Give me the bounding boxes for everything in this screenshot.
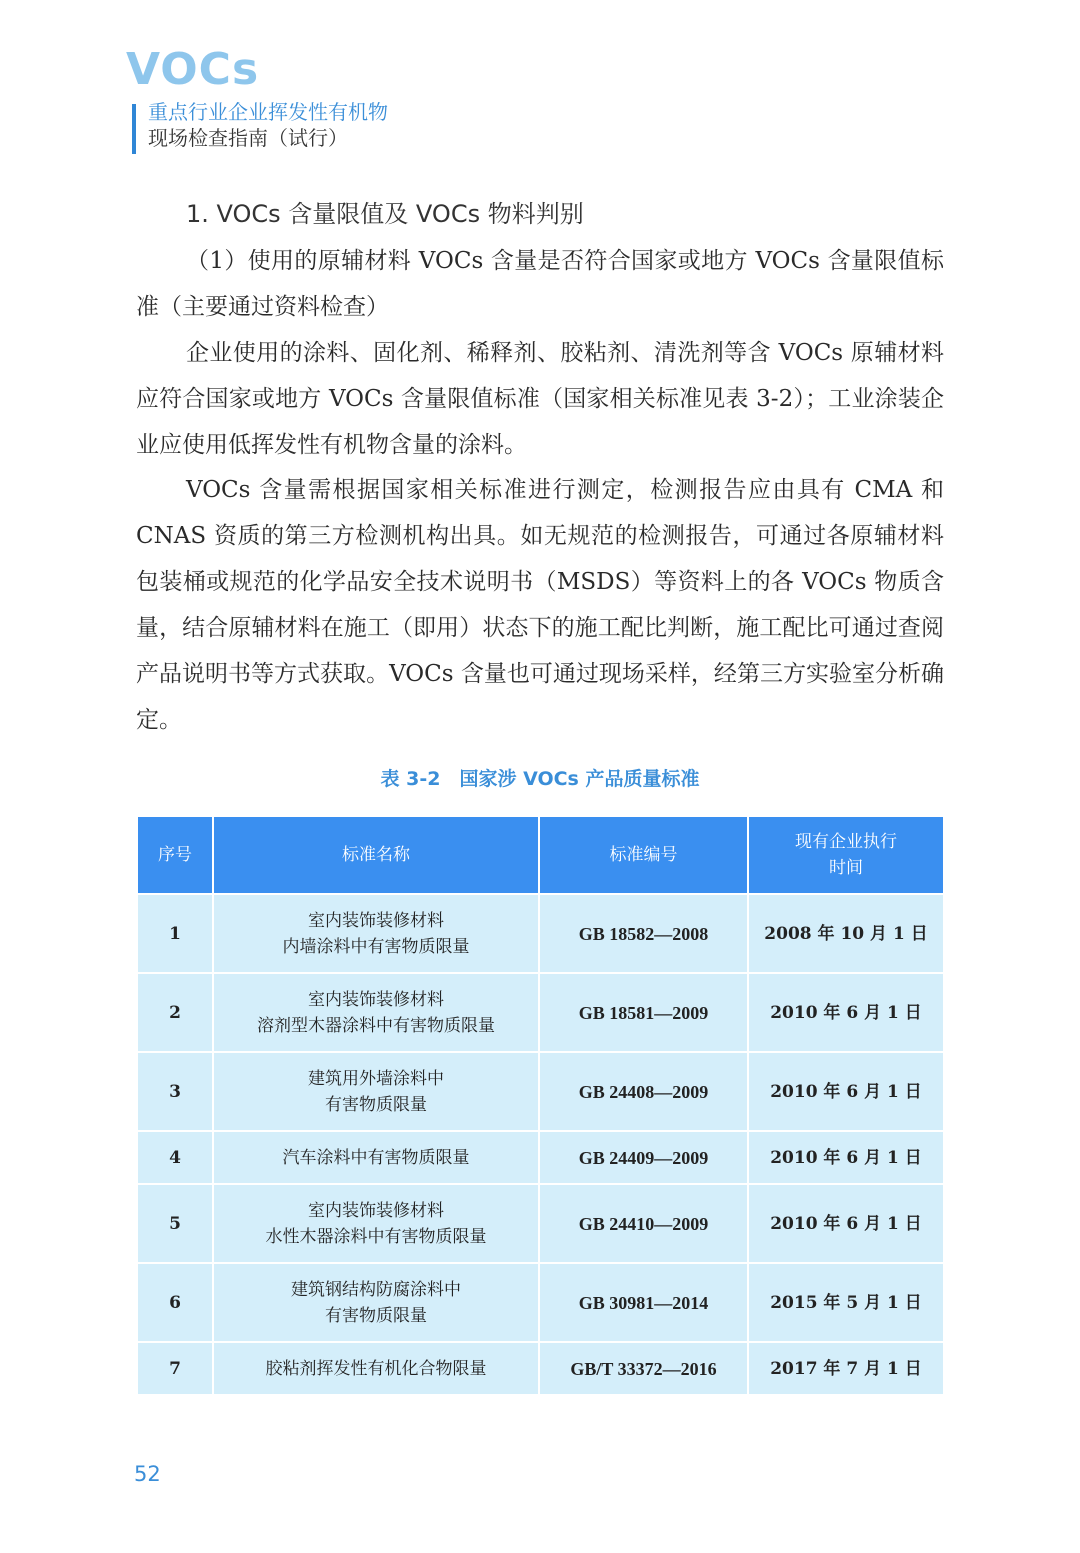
row-name <box>213 894 539 973</box>
row-seq: 1 <box>137 894 213 973</box>
header-accent-bar <box>132 104 136 154</box>
row-date: 2017 年 7 月 1 日 <box>748 1342 944 1395</box>
row-name: 胶粘剂挥发性有机化合物限量 <box>213 1342 539 1395</box>
row-name-line2: 水性木器涂料中有害物质限量 <box>265 1226 487 1247</box>
paragraph-3: VOCs 含量需根据国家相关标准进行测定，检测报告应由具有 CMA 和 CNAS 资质的第三方检测机构出具。如无规范的检测报告，可通过各原辅材料包装桶或规范的化学品安全技术说明书（MSDS）等资料上的各 VOCs 物质含量，结合原辅材料在施工（即用）状态下的施工配比判断，施工配比可通过查阅产品说明书等方式获取。VOCs 含量也可通过现场采样，经第三方实验室分析确定。 <box>136 477 944 733</box>
row-code: GB 24410—2009 <box>539 1184 748 1263</box>
row-name <box>213 1263 539 1342</box>
table-header-row <box>137 816 944 894</box>
table-caption: 表 3-2 国家涉 VOCs 产品质量标准 <box>380 768 700 790</box>
row-seq: 5 <box>137 1184 213 1263</box>
table-row <box>137 1131 944 1184</box>
paragraph-2: 企业使用的涂料、固化剂、稀释剂、胶粘剂、清洗剂等含 VOCs 原辅材料应符合国家或地方 VOCs 含量限值标准（国家相关标准见表 3-2）；工业涂装企业应使用低挥发性有机物含量的涂料。 <box>136 340 944 458</box>
row-date: 2015 年 5 月 1 日 <box>748 1263 944 1342</box>
row-name-line1: 建筑钢结构防腐涂料中 <box>291 1279 461 1300</box>
page-number: 52 <box>134 1462 161 1486</box>
header-seq: 序号 <box>137 816 213 894</box>
table-row <box>137 1184 944 1263</box>
row-seq: 3 <box>137 1052 213 1131</box>
row-code: GB 24409—2009 <box>539 1131 748 1184</box>
row-name-line1: 室内装饰装修材料 <box>308 1200 444 1221</box>
row-name-line2: 有害物质限量 <box>325 1094 427 1115</box>
table-row <box>137 1342 944 1395</box>
standards-table <box>136 815 945 1396</box>
header-date-line1: 现有企业执行 <box>795 832 897 852</box>
row-name <box>213 973 539 1052</box>
row-seq: 7 <box>137 1342 213 1395</box>
table-row <box>137 973 944 1052</box>
row-name <box>213 1184 539 1263</box>
row-code: GB 24408—2009 <box>539 1052 748 1131</box>
row-code: GB/T 33372—2016 <box>539 1342 748 1395</box>
row-seq: 4 <box>137 1131 213 1184</box>
header-code: 标准编号 <box>539 816 748 894</box>
header-date-line2: 时间 <box>829 858 863 878</box>
row-name-line1: 建筑用外墙涂料中 <box>308 1068 444 1089</box>
row-date: 2010 年 6 月 1 日 <box>748 973 944 1052</box>
row-date: 2008 年 10 月 1 日 <box>748 894 944 973</box>
row-code: GB 30981—2014 <box>539 1263 748 1342</box>
header-title-line1: 重点行业企业挥发性有机物 <box>148 100 388 124</box>
row-name: 汽车涂料中有害物质限量 <box>213 1131 539 1184</box>
row-name-line1: 室内装饰装修材料 <box>308 989 444 1010</box>
row-name-line2: 溶剂型木器涂料中有害物质限量 <box>257 1015 495 1036</box>
header-title-line2: 现场检查指南（试行） <box>148 126 348 150</box>
row-name <box>213 1052 539 1131</box>
row-name-line1: 室内装饰装修材料 <box>308 910 444 931</box>
row-seq: 6 <box>137 1263 213 1342</box>
row-code: GB 18582—2008 <box>539 894 748 973</box>
table-row <box>137 1052 944 1131</box>
row-code: GB 18581—2009 <box>539 973 748 1052</box>
row-date: 2010 年 6 月 1 日 <box>748 1184 944 1263</box>
paragraph-1: （1）使用的原辅材料 VOCs 含量是否符合国家或地方 VOCs 含量限值标准（主要通过资料检查） <box>136 248 944 320</box>
row-date: 2010 年 6 月 1 日 <box>748 1052 944 1131</box>
row-name-line2: 内墙涂料中有害物质限量 <box>282 936 470 957</box>
header-logo: VOCs <box>126 44 260 95</box>
row-name-line2: 有害物质限量 <box>325 1305 427 1326</box>
table-row <box>137 894 944 973</box>
row-date: 2010 年 6 月 1 日 <box>748 1131 944 1184</box>
table-row <box>137 1263 944 1342</box>
header-name: 标准名称 <box>213 816 539 894</box>
header-date <box>748 816 944 894</box>
row-seq: 2 <box>137 973 213 1052</box>
section-heading: 1. VOCs 含量限值及 VOCs 物料判别 <box>186 200 584 228</box>
